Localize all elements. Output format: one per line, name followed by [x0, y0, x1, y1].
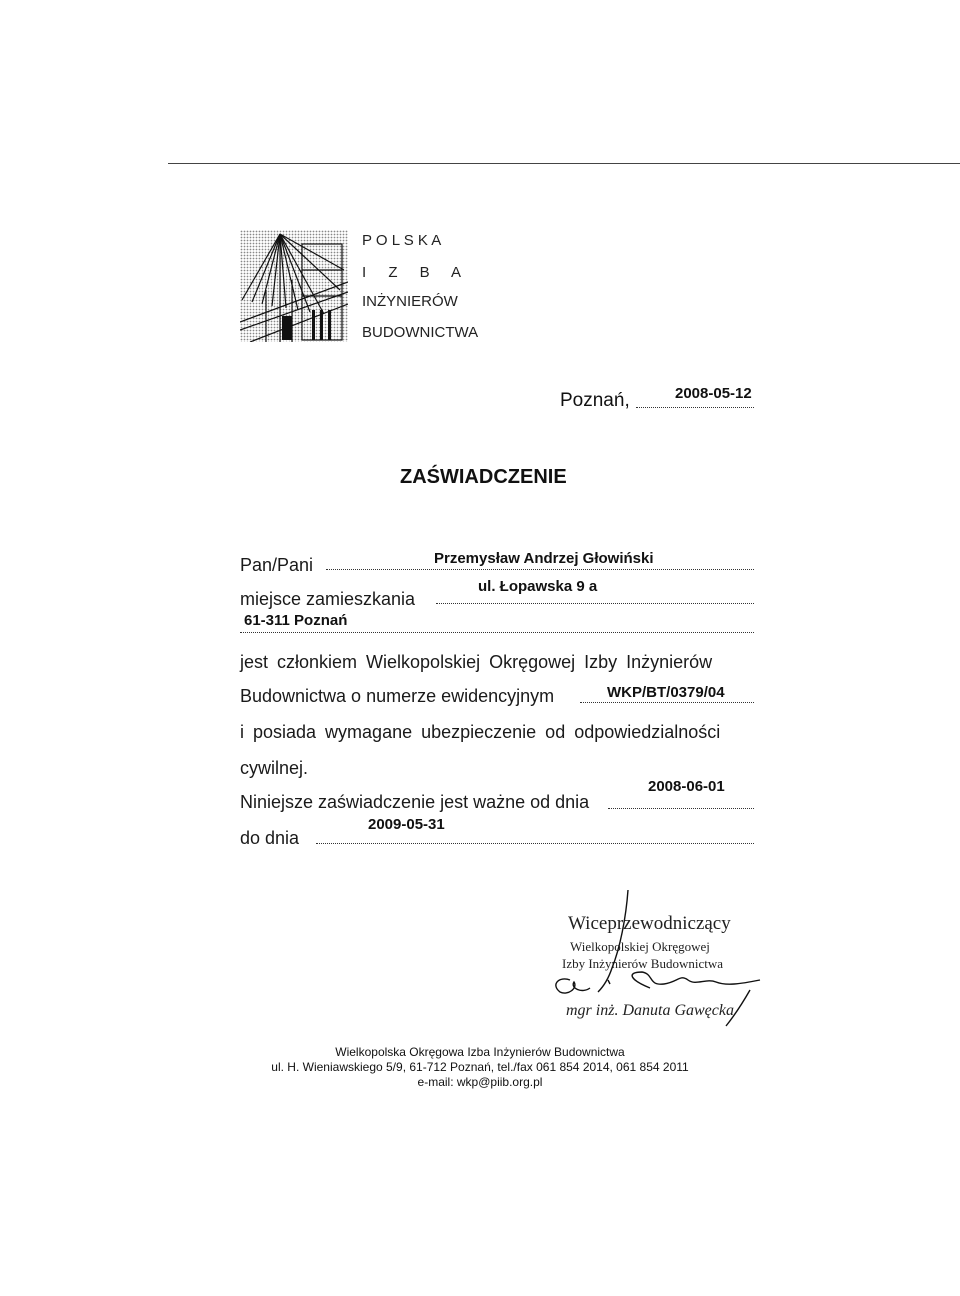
body-line2: Budownictwa o numerze ewidencyjnym — [240, 686, 555, 706]
name-label: Pan/Pani — [240, 555, 314, 575]
org-name-line4: BUDOWNICTWA — [362, 324, 479, 341]
valid-to-dots — [316, 843, 754, 844]
piib-logo-icon — [240, 230, 348, 342]
name-value: Przemysław Andrzej Głowiński — [434, 550, 654, 567]
address-dots-2 — [240, 632, 754, 633]
address-city: 61-311 Poznań — [244, 612, 348, 629]
footer-address: ul. H. Wieniawskiego 5/9, 61-712 Poznań, tel./fax 061 854 2014, 061 854 2011 — [271, 1060, 689, 1074]
stamp-line2: Wielkopolskiej Okręgowej — [570, 939, 710, 954]
stamp-title: Wiceprzewodniczący — [568, 913, 731, 934]
body-line1: jest członkiem Wielkopolskiej Okręgowej Izby Inżynierów — [240, 652, 713, 672]
document-title: ZAŚWIADCZENIE — [400, 466, 567, 488]
footer-email: e-mail: wkp@piib.org.pl — [417, 1075, 543, 1089]
stamp-line3: Izby Inżynierów Budownictwa — [562, 956, 724, 971]
footer-org: Wielkopolska Okręgowa Izba Inżynierów Budownictwa — [335, 1045, 625, 1059]
body-line3: i posiada wymagane ubezpieczenie od odpowiedzialności — [240, 722, 721, 742]
valid-from-label: Niniejsze zaświadczenie jest ważne od dnia — [240, 792, 590, 812]
org-name-line3: INŻYNIERÓW — [362, 293, 458, 310]
signer-name: mgr inż. Danuta Gawęcka — [566, 1002, 734, 1019]
place-label: Poznań, — [560, 390, 630, 411]
date-dots — [636, 407, 754, 408]
body-line4: cywilnej. — [240, 758, 309, 778]
address-dots — [436, 603, 754, 604]
top-rule — [168, 163, 960, 164]
registration-number: WKP/BT/0379/04 — [607, 684, 725, 701]
name-dots — [326, 569, 754, 570]
org-name-line1: P O L S K A — [362, 232, 442, 249]
valid-to-label: do dnia — [240, 828, 300, 848]
valid-to-date: 2009-05-31 — [368, 816, 445, 833]
issue-date: 2008-05-12 — [675, 385, 752, 402]
address-street: ul. Łopawska 9 a — [478, 578, 598, 595]
valid-from-dots — [608, 808, 754, 809]
address-label: miejsce zamieszkania — [240, 589, 416, 609]
valid-from-date: 2008-06-01 — [648, 778, 725, 795]
reg-dots — [580, 702, 754, 703]
org-name-line2: I Z B A — [362, 264, 462, 281]
